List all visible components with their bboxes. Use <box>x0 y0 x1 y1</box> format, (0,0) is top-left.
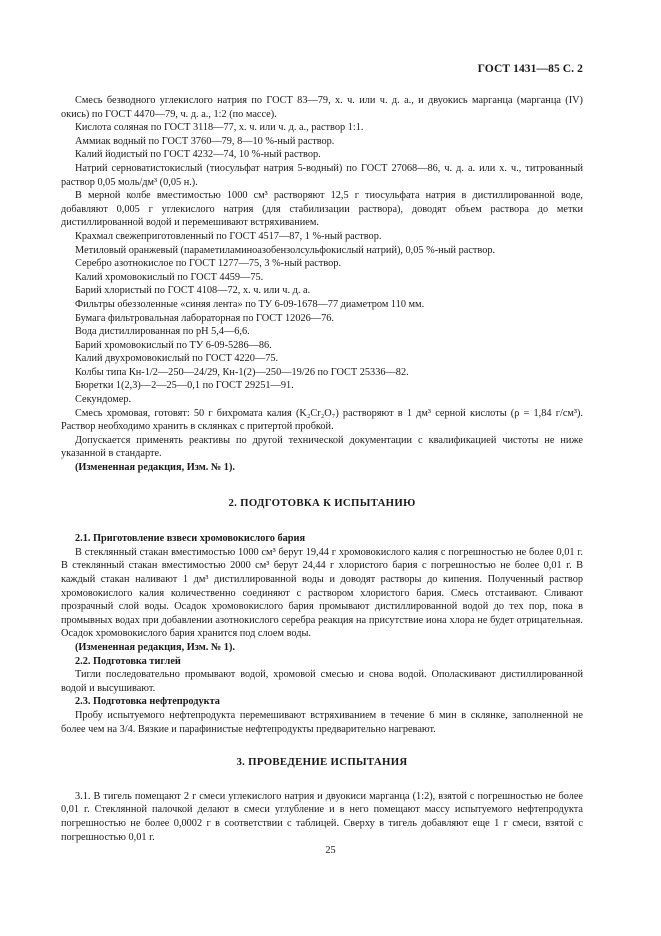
reagent-paragraph: Секундомер. <box>75 394 132 406</box>
reagent-paragraph: Барий хлористый по ГОСТ 4108—72, х. ч. или ч. д. а. <box>75 285 311 297</box>
reagent-paragraph: Фильтры обеззоленные «синяя лента» по ТУ 6-09-1678—77 диаметром 110 мм. <box>75 298 425 310</box>
reagent-paragraph: Бюретки 1(2,3)—2—25—0,1 по ГОСТ 29251—91. <box>75 380 294 392</box>
reagent-paragraph: Калий йодистый по ГОСТ 4232—74, 10 %-ный раствор. <box>75 149 321 161</box>
reagent-paragraph: Аммиак водный по ГОСТ 3760—79, 8—10 %-ный раствор. <box>75 135 335 147</box>
reagent-paragraph: Калий хромовокислый по ГОСТ 4459—75. <box>75 271 264 283</box>
reagent-paragraph: Барий хромовокислый по ТУ 6-09-5286—86. <box>75 339 272 351</box>
section-3-paragraph-1: 3.1. В тигель помещают 2 г смеси углекислого натрия и двуокиси марганца (1:2), взятой с погрешностью не более 0,01 г. Стеклянной палочкой делают в смеси углубление и в него помещают массу испытуемого нефтепродукта погрешностью не более 0,0002 г в соответствии с таблицей. Сверху в тигель добавляют еще 1 г смеси, взятой с погрешностью 0,01 г. <box>61 790 583 843</box>
subsection-2-2-text: Тигли последовательно промывают водой, хромовой смесью и снова водой. Ополаскивают дистиллированной водой и высушивают. <box>61 669 583 694</box>
reagent-paragraph: Допускается применять реактивы по другой технической документации с квалификацией чистоты не ниже указанной в стандарте. <box>61 434 583 460</box>
reagent-paragraph: В мерной колбе вместимостью 1000 см³ растворяют 12,5 г тиосульфата натрия в дистиллированной воде, добавляют 0,005 г углекислого натрия (для стабилизации раствора), доводят объем раствора до метки дистиллированной водой и перемешивают встряхиванием. <box>61 190 583 229</box>
section-2-title: 2. ПОДГОТОВКА К ИСПЫТАНИЮ <box>228 496 416 509</box>
spacer <box>61 475 583 497</box>
reagent-paragraph: Калий двухромовокислый по ГОСТ 4220—75. <box>75 353 279 365</box>
subsection-2-3-text: Пробу испытуемого нефтепродукта перемешивают встряхиванием в течение 6 мин в склянке, заполненной не более чем на 3/4. Вязкие и парафинистые нефтепродукты предварительно нагревают. <box>61 709 583 735</box>
reagent-paragraph: Бумага фильтровальная лабораторная по ГОСТ 12026—76. <box>75 312 334 324</box>
spacer <box>61 510 583 532</box>
reagent-paragraph: Метиловый оранжевый (параметиламиноазобензолсульфокислый натрий), 0,05 %-ный раствор. <box>75 244 496 256</box>
reagent-paragraph: Крахмал свежеприготовленный по ГОСТ 4517—87, 1 %-ный раствор. <box>75 230 382 242</box>
page-header: ГОСТ 1431—85 С. 2 <box>477 63 583 75</box>
page-number: 25 <box>325 845 336 856</box>
document-body <box>61 94 583 844</box>
section-3-title: 3. ПРОВЕДЕНИЕ ИСПЫТАНИЯ <box>236 756 408 769</box>
spacer <box>61 736 583 756</box>
subsection-2-1-title: 2.1. Приготовление взвеси хромовокислого бария <box>75 533 306 545</box>
amendment-note: (Измененная редакция, Изм. № 1). <box>75 641 235 653</box>
reagent-paragraph: Вода дистиллированная по рН 5,4—6,6. <box>75 326 250 338</box>
subsection-2-3-title: 2.3. Подготовка нефтепродукта <box>75 696 220 708</box>
reagent-paragraph: Колбы типа Кн-1/2—250—24/29, Кн-1(2)—250—19/26 по ГОСТ 25336—82. <box>75 366 409 378</box>
reagent-paragraph: Натрий серноватистокислый (тиосульфат натрия 5-водный) по ГОСТ 27068—86, ч. д. а. или х. ч., титрованный раствор 0,05 моль/дм³ (0,05 н.). <box>61 162 583 188</box>
reagent-paragraph: Кислота соляная по ГОСТ 3118—77, х. ч. или ч. д. а., раствор 1:1. <box>75 122 364 134</box>
spacer <box>61 770 583 790</box>
subsection-2-2-title: 2.2. Подготовка тиглей <box>75 655 181 667</box>
subsection-2-1-text: В стеклянный стакан вместимостью 1000 см³ берут 19,44 г хромовокислого калия с погрешностью не более 0,01 г. В стеклянный стакан вместимостью 2000 см³ берут 24,44 г хлористого бария с погрешностью не более 0,01 г. В каждый стакан наливают 1 дм³ дистиллированной воды и доводят растворы до кипения. Полученный раствор хромовокислого калия количественно соединяют с раствором хлористого бария. Смесь отстаивают. Сливают прозрачный слой воды. Осадок хромовокислого бария промывают дистиллированной водой до тех пор, пока в промывных водах при добавлении азотнокислого серебра реакция на присутствие иона хлора не будет отрицательная. Осадок хромовокислого бария хранится под слоем воды. <box>61 546 583 640</box>
reagent-paragraph: Смесь хромовая, готовят: 50 г бихромата калия (K₂Cr₂O₇) растворяют в 1 дм³ серной кислоты (ρ = 1,84 г/см³). Раствор необходимо хранить в склянках с притертой пробкой. <box>61 407 583 433</box>
reagent-paragraph: Смесь безводного углекислого натрия по ГОСТ 83—79, х. ч. или ч. д. а., и двуокись марганца (марганца (IV) окись) по ГОСТ 4470—79, ч. д. а., 1:2 (по массе). <box>61 95 583 120</box>
amendment-note: (Измененная редакция, Изм. № 1). <box>75 462 235 474</box>
reagent-paragraph: Серебро азотнокислое по ГОСТ 1277—75, 3 %-ный раствор. <box>75 258 342 270</box>
